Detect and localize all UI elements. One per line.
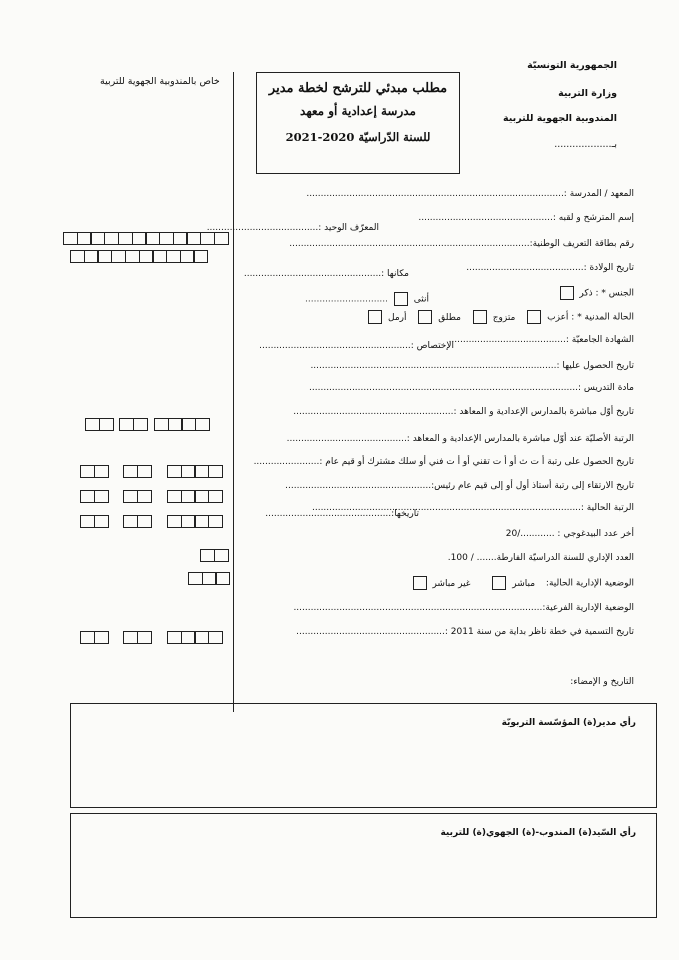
gender-dots: .............................: [305, 294, 389, 305]
indirect-label: غير مباشر: [432, 578, 471, 589]
divorced-checkbox[interactable]: [418, 310, 432, 324]
school-field[interactable]: المعهد / المدرسة :..........................................................................................: [306, 189, 634, 199]
current-grade-date-field[interactable]: تاريخها:............................................: [265, 509, 419, 519]
title-line1: مطلب مبدئي للترشح لخطة مدير: [268, 81, 448, 96]
specialty-field[interactable]: الإختصاص :.....................................................: [259, 341, 454, 351]
admin-score-boxes[interactable]: [188, 572, 229, 585]
original-grade-field[interactable]: الرتبة الأصليّة عند أوّل مباشرة بالمدارس الإعدادية و المعاهد :..........................................: [286, 434, 634, 444]
admin-status-label: الوضعية الإدارية الحالية:: [545, 578, 634, 589]
indirect-checkbox[interactable]: [413, 576, 427, 590]
widowed-label: أرمل: [388, 312, 407, 323]
admin-status-row: [410, 576, 634, 590]
civil-status-row: [365, 310, 634, 324]
vertical-divider: [233, 72, 234, 712]
first-direct-date-boxes[interactable]: [85, 418, 216, 431]
birth-date-field[interactable]: تاريخ الولادة :.........................................: [466, 263, 634, 273]
regional-office-note: خاص بالمندوبية الجهوية للتربية: [100, 76, 220, 87]
male-checkbox[interactable]: [560, 286, 574, 300]
nomination-date-field[interactable]: تاريخ التسمية في خطة ناظر بداية من سنة 2011 :....................................................: [296, 627, 634, 637]
promotion-date-field[interactable]: تاريخ الارتقاء إلى رتبة أستاذ أول أو إلى قيم عام رئيس:...................................................: [285, 481, 634, 491]
gender-row: [434, 286, 634, 300]
title-line3: للسنة الدّراسيّة 2020-2021: [285, 130, 431, 144]
regional-label: المندوبية الجهوية للتربية: [503, 113, 617, 124]
cin-field[interactable]: رقم بطاقة التعريف الوطنية:....................................................................................: [289, 239, 634, 249]
current-grade-field[interactable]: الرتبة الحالية :..............................................................................................: [311, 503, 634, 513]
single-checkbox[interactable]: [527, 310, 541, 324]
ministry-label: وزارة التربية: [558, 88, 617, 99]
last-score-boxes[interactable]: [200, 549, 227, 562]
first-direct-date-field[interactable]: تاريخ أوّل مباشرة بالمدارس الإعدادية و المعاهد :........................................................: [293, 407, 634, 417]
current-grade-date-boxes[interactable]: [80, 515, 229, 528]
birth-place-field[interactable]: مكانها :................................................: [243, 269, 409, 279]
cin-boxes[interactable]: [70, 250, 207, 263]
delegate-opinion-box[interactable]: [70, 813, 657, 918]
title-line2: مدرسة إعدادية أو معهد: [300, 104, 416, 118]
female-label: أنثى: [413, 294, 429, 305]
sub-admin-status-field[interactable]: الوضعية الإدارية الفرعية:.......................................................................................: [293, 603, 634, 613]
promotion-date-boxes[interactable]: [80, 490, 229, 503]
direct-checkbox[interactable]: [492, 576, 506, 590]
unique-id-boxes[interactable]: [63, 232, 227, 245]
grade-obtain-date-boxes[interactable]: [80, 465, 229, 478]
director-opinion-label: رأي مدير(ة) المؤسّسة التربويّة: [501, 718, 636, 728]
name-field[interactable]: إسم المترشح و لقبه :...............................................: [418, 213, 634, 223]
admin-score-field[interactable]: العدد الإداري للسنة الدراسيّة الفارطة....... / 100.: [447, 553, 634, 563]
single-label: الحالة المدنية * : أعزب: [547, 312, 634, 323]
delegate-opinion-label: رأي السّيد(ة) المندوب-(ة) الجهوي(ة) للتربية: [440, 828, 636, 838]
signature-label: التاريخ و الإمضاء:: [570, 677, 634, 687]
married-label: متزوج: [492, 312, 516, 323]
last-score-field[interactable]: أخر عدد البيدغوجي : ............/20: [505, 529, 634, 539]
degree-date-field[interactable]: تاريخ الحصول عليها :......................................................................................: [310, 361, 634, 371]
location-field[interactable]: بـ...................: [554, 139, 617, 150]
direct-label: مباشر: [512, 578, 536, 589]
degree-field[interactable]: الشهادة الجامعيّة :.........................................: [448, 335, 634, 345]
unique-id-field[interactable]: المعرّف الوحيد :.......................................: [206, 223, 379, 233]
director-opinion-box[interactable]: [70, 703, 657, 808]
female-checkbox[interactable]: [394, 292, 408, 306]
title-box: [256, 72, 460, 174]
widowed-checkbox[interactable]: [368, 310, 382, 324]
subject-field[interactable]: مادة التدريس :..............................................................................................: [309, 383, 634, 393]
married-checkbox[interactable]: [473, 310, 487, 324]
republic-label: الجمهورية التونسيّة: [527, 60, 617, 71]
grade-obtain-date-field[interactable]: تاريخ الحصول على رتبة أ ت ث أو أ ت تقني أو أ ت فني أو سلك مشترك أو قيم عام :.......................: [253, 457, 634, 467]
gender-label: الجنس * : ذكر: [579, 288, 634, 299]
divorced-label: مطلق: [438, 312, 461, 323]
nomination-date-boxes[interactable]: [80, 631, 229, 644]
female-row: [305, 292, 429, 306]
